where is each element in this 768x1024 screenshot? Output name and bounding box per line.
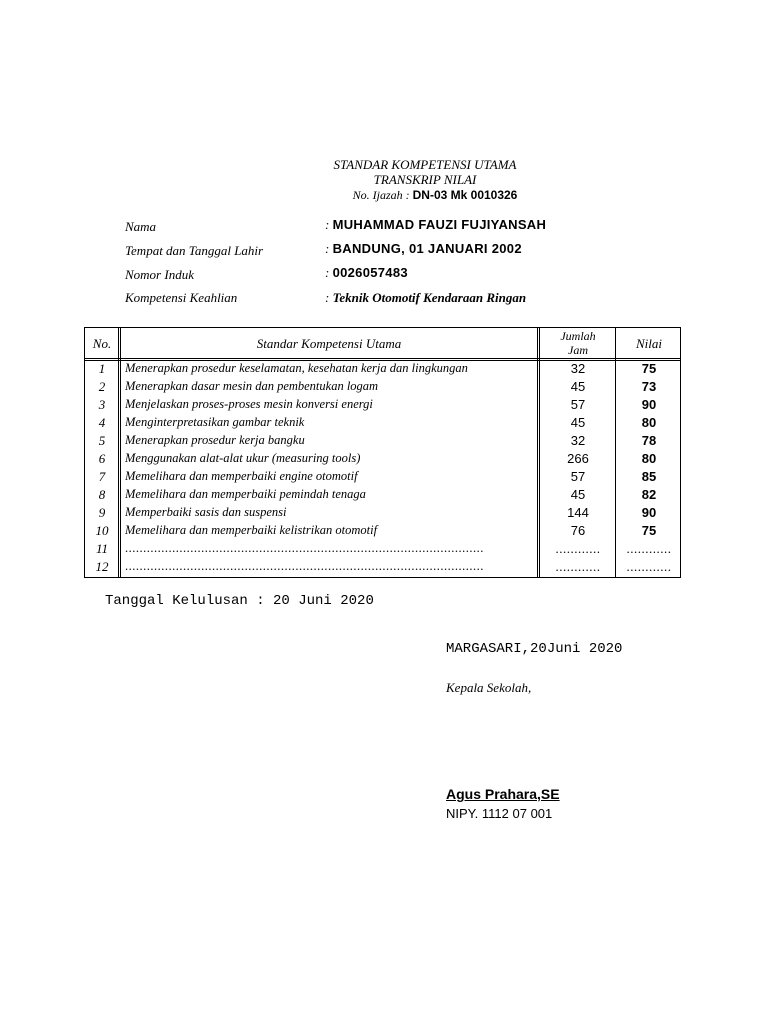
row-jam: 32 — [570, 433, 586, 448]
row-desc: Menerapkan prosedur keselamatan, kesehatan kerja dan lingkungan — [125, 361, 468, 375]
row-nilai: 80 — [641, 451, 657, 466]
header-nilai: Nilai — [635, 336, 662, 351]
header-standar: Standar Kompetensi Utama — [256, 336, 402, 351]
row-jam: ............ — [555, 541, 601, 556]
kompetensi-value: Teknik Otomotif Kendaraan Ringan — [332, 290, 527, 305]
document-subtitle: TRANSKRIP NILAI — [373, 172, 477, 187]
row-nilai: 80 — [641, 415, 657, 430]
field-value-nomor-induk: : 0026057483 — [325, 265, 408, 280]
ijazah-value: DN-03 Mk 0010326 — [412, 188, 518, 202]
row-no: 11 — [95, 541, 109, 556]
row-desc: Menjelaskan proses-proses mesin konversi energi — [125, 397, 373, 411]
row-jam: 57 — [570, 469, 586, 484]
row-desc: Memelihara dan memperbaiki pemindah tenaga — [125, 487, 366, 501]
row-jam: 32 — [570, 361, 586, 376]
signer-role: Kepala Sekolah, — [446, 680, 532, 695]
nama-value: MUHAMMAD FAUZI FUJIYANSAH — [332, 217, 547, 232]
row-desc: Memelihara dan memperbaiki kelistrikan otomotif — [125, 523, 378, 537]
document-title: STANDAR KOMPETENSI UTAMA — [333, 157, 517, 172]
nomor-induk-value: 0026057483 — [332, 265, 408, 280]
table-row — [85, 523, 680, 541]
row-desc: Menginterpretasikan gambar teknik — [125, 415, 305, 429]
table-row — [85, 433, 680, 451]
row-no: 2 — [98, 379, 106, 394]
table-row — [85, 397, 680, 415]
signer-name: Agus Prahara,SE — [446, 786, 560, 802]
table-row — [85, 487, 680, 505]
ijazah-number — [0, 188, 768, 203]
row-jam: 76 — [570, 523, 586, 538]
row-jam: 57 — [570, 397, 586, 412]
signer-nip: NIPY. 1112 07 001 — [446, 806, 553, 821]
row-nilai: ............ — [626, 541, 672, 556]
row-desc: Menerapkan dasar mesin dan pembentukan logam — [125, 379, 379, 393]
row-no: 6 — [98, 451, 106, 466]
row-nilai: 75 — [641, 523, 657, 538]
table-row — [85, 361, 680, 379]
row-nilai: 73 — [641, 379, 657, 394]
row-jam: 45 — [570, 379, 586, 394]
row-nilai: 78 — [641, 433, 657, 448]
header-jam: Jam — [568, 343, 588, 357]
place-date: MARGASARI,20Juni 2020 — [446, 641, 623, 657]
row-jam: 144 — [567, 505, 589, 520]
row-nilai: 90 — [641, 505, 657, 520]
row-no: 3 — [98, 397, 106, 412]
row-desc: Menerapkan prosedur kerja bangku — [125, 433, 305, 447]
row-desc: Memelihara dan memperbaiki engine otomotif — [125, 469, 358, 483]
header-no: No. — [92, 336, 112, 351]
field-label-nama: Nama — [125, 219, 157, 234]
table-row — [85, 541, 680, 559]
row-desc: ................................................................................................... — [125, 559, 484, 573]
header-jumlah: Jumlah — [560, 329, 596, 343]
field-value-kompetensi: : Teknik Otomotif Kendaraan Ringan — [325, 290, 527, 305]
row-no: 5 — [98, 433, 106, 448]
graduation-date: Tanggal Kelulusan : 20 Juni 2020 — [105, 593, 374, 609]
field-value-nama: : MUHAMMAD FAUZI FUJIYANSAH — [325, 217, 547, 232]
row-jam: 45 — [570, 487, 586, 502]
row-jam: ............ — [555, 559, 601, 574]
row-jam: 45 — [570, 415, 586, 430]
row-no: 9 — [98, 505, 106, 520]
field-label-nomor-induk: Nomor Induk — [125, 267, 194, 282]
row-no: 4 — [98, 415, 106, 430]
grades-table — [84, 327, 681, 578]
row-no: 10 — [95, 523, 109, 538]
row-no: 8 — [98, 487, 106, 502]
row-desc: Menggunakan alat-alat ukur (measuring tools) — [125, 451, 361, 465]
row-no: 12 — [95, 559, 109, 574]
field-label-kompetensi: Kompetensi Keahlian — [125, 290, 238, 305]
table-row — [85, 415, 680, 433]
row-nilai: 82 — [641, 487, 657, 502]
table-row — [85, 379, 680, 397]
ttl-value: BANDUNG, 01 JANUARI 2002 — [332, 241, 522, 256]
row-nilai: 75 — [641, 361, 657, 376]
table-row — [85, 469, 680, 487]
table-row — [85, 559, 680, 577]
row-desc: ................................................................................................... — [125, 541, 484, 555]
table-row — [85, 505, 680, 523]
field-value-ttl: : BANDUNG, 01 JANUARI 2002 — [325, 241, 522, 256]
field-label-ttl: Tempat dan Tanggal Lahir — [125, 243, 264, 258]
row-nilai: ............ — [626, 559, 672, 574]
row-jam: 266 — [567, 451, 589, 466]
row-no: 7 — [98, 469, 106, 484]
row-nilai: 85 — [641, 469, 657, 484]
row-no: 1 — [98, 361, 106, 376]
table-row — [85, 451, 680, 469]
row-nilai: 90 — [641, 397, 657, 412]
ijazah-label: No. Ijazah : — [352, 188, 410, 202]
row-desc: Memperbaiki sasis dan suspensi — [125, 505, 287, 519]
